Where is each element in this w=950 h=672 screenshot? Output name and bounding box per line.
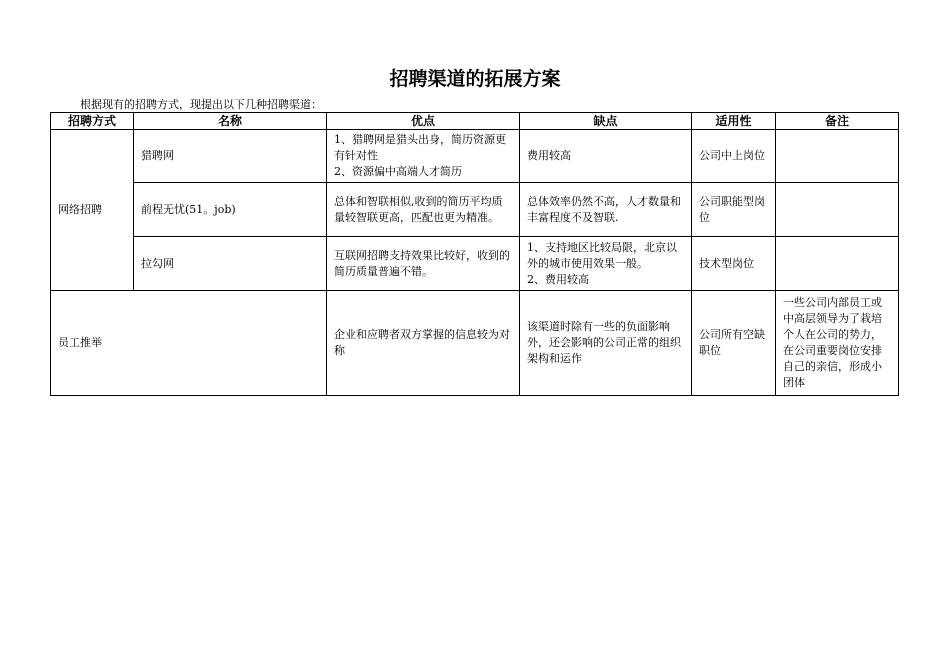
document-title: 招聘渠道的拓展方案 [389, 68, 561, 90]
table-row [51, 183, 899, 237]
name-cell: 拉勾网 [134, 237, 327, 291]
table-header-row [51, 113, 899, 130]
cons-line: 2、费用较高 [527, 272, 589, 286]
cons-cell [520, 291, 692, 396]
name-cell: 前程无忧(51。job) [134, 183, 327, 237]
pros-line: 企业和应聘者双方掌握的信息较为对称 [334, 328, 510, 357]
pros-cell [327, 291, 520, 396]
pros-cell [327, 183, 520, 237]
pros-cell [327, 237, 520, 291]
pros-line: 1、猎聘网是猎头出身，简历资源更有针对性 [334, 133, 506, 162]
method-cell: 员工推举 [51, 291, 327, 396]
recruitment-channel-table [50, 112, 899, 396]
cons-line: 总体效率仍然不高，人才数量和丰富程度不及智联. [527, 194, 681, 224]
note-cell [776, 237, 899, 291]
note-cell [776, 130, 899, 183]
note-cell [776, 183, 899, 237]
header-fit: 适用性 [692, 113, 776, 130]
table-row [51, 291, 899, 396]
pros-line: 2、资源偏中高端人才简历 [334, 165, 462, 178]
fit-cell: 公司中上岗位 [692, 130, 776, 183]
fit-cell: 技术型岗位 [692, 237, 776, 291]
cons-line: 费用较高 [527, 149, 571, 162]
cons-cell [520, 130, 692, 183]
pros-line: 总体和智联相似,收到的简历平均质量较智联更高，匹配也更为精准。 [334, 194, 503, 224]
header-method: 招聘方式 [51, 113, 134, 130]
cons-line: 该渠道时除有一些的负面影响外，还会影响的公司正常的组织架构和运作 [527, 320, 681, 365]
cons-cell [520, 183, 692, 237]
table-row [51, 130, 899, 183]
method-cell: 网络招聘 [51, 130, 134, 291]
pros-line: 互联网招聘支持效果比较好，收到的简历质量普遍不错。 [334, 248, 510, 278]
fit-cell: 公司职能型岗位 [692, 183, 776, 237]
table-row [51, 237, 899, 291]
header-name: 名称 [134, 113, 327, 130]
cons-line: 1、支持地区比较局限，北京以外的城市使用效果一般。 [527, 240, 677, 270]
pros-cell [327, 130, 520, 183]
header-pros: 优点 [327, 113, 520, 130]
header-note: 备注 [776, 113, 899, 130]
fit-cell: 公司所有空缺职位 [692, 291, 776, 396]
cons-cell [520, 237, 692, 291]
header-cons: 缺点 [520, 113, 692, 130]
name-cell: 猎聘网 [134, 130, 327, 183]
intro-text: 根据现有的招聘方式，现提出以下几种招聘渠道： [80, 98, 322, 111]
note-cell: 一些公司内部员工或中高层领导为了栽培个人在公司的势力，在公司重要岗位安排自己的亲信，形成小团体 [776, 291, 899, 396]
